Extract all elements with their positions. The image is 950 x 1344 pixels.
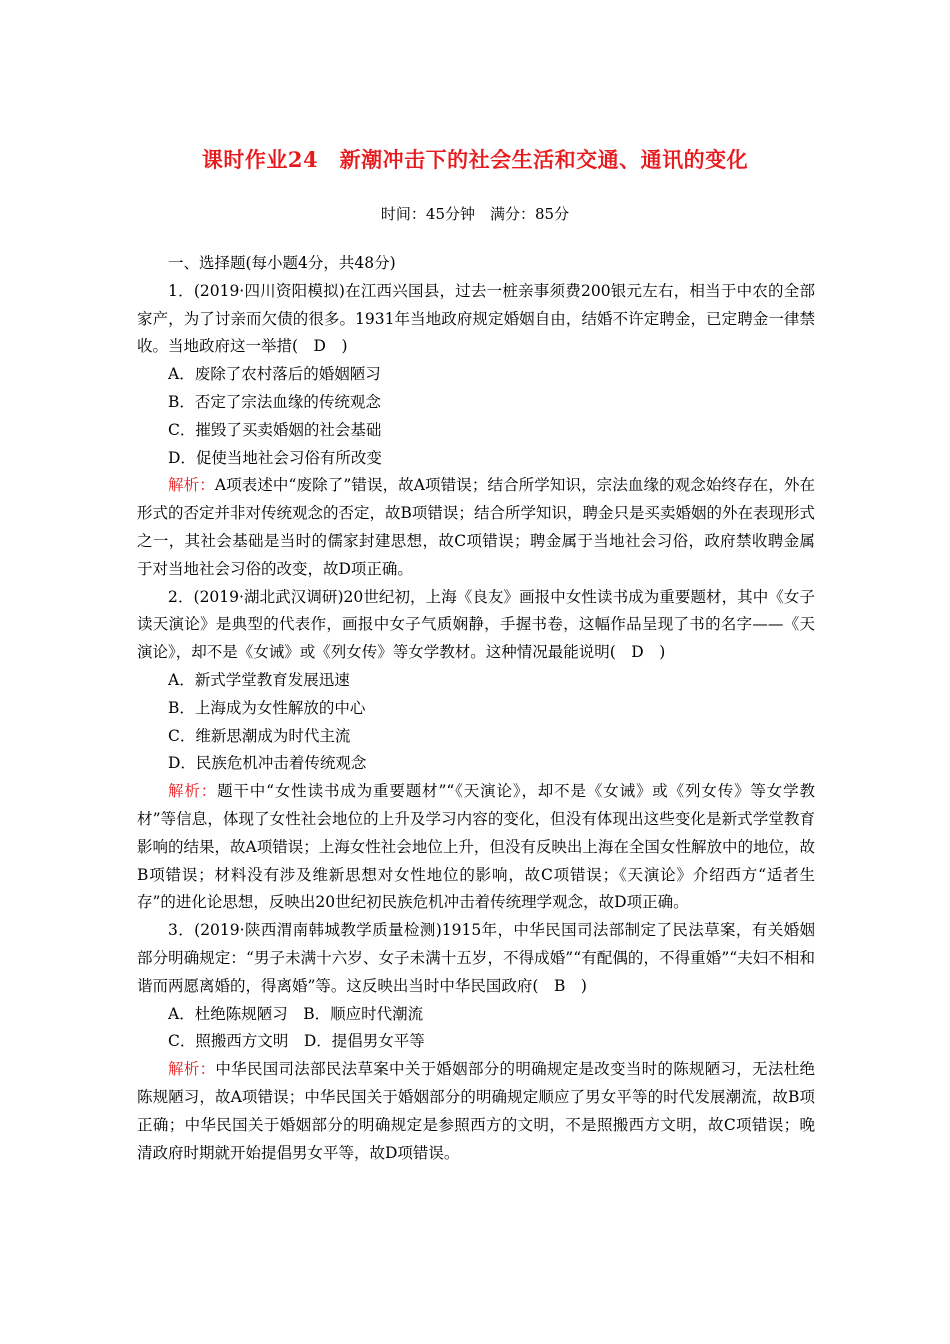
question-option: D．民族危机冲击着传统观念 — [168, 754, 367, 773]
explanation-text: 题干中“女性读书成为重要题材”“《天演论》，却不是《女诫》或《列女传》等女学教材”等信息，体现了女性社会地位的上升及学习内容的变化，但没有体现出这些变化是新式学堂教育影响的结果，故A项错误；上海女性社会地位上升，但没有反映出上海在全国女性解放中的地位，故B项错误；材料没有涉及维新思想对女性地位的影响，故C项错误；《天演论》介绍西方“适者生存”的进化论思想，反映出20世纪初民族危机冲击着传统理学观念，故D项正确。 — [137, 782, 815, 912]
question-option: A．新式学堂教育发展迅速 — [168, 670, 350, 689]
explanation-label: 解析： — [168, 782, 218, 801]
explanation-label: 解析： — [168, 1060, 216, 1079]
explanation-text: 中华民国司法部民法草案中关于婚姻部分的明确规定是改变当时的陈规陋习，无法杜绝陈规陋习，故A项错误；中华民国关于婚姻部分的明确规定顺应了男女平等的时代发展潮流，故B项正确；中华民国关于婚姻部分的明确规定是参照西方的文明，不是照搬西方文明，故C项错误；晚清政府时期就开始提倡男女平等，故D项错误。 — [137, 1060, 815, 1162]
question-option: A．杜绝陈规陋习 B．顺应时代潮流 — [168, 1004, 424, 1023]
page-title: 课时作业24 新潮冲击下的社会生活和交通、通讯的变化 — [201, 147, 749, 172]
question-option: B．上海成为女性解放的中心 — [168, 698, 366, 717]
explanation-label: 解析： — [168, 476, 215, 495]
question-stem: 3．(2019·陕西渭南韩城教学质量检测)1915年，中华民国司法部制定了民法草案，有关婚姻部分明确规定：“男子未满十六岁、女子未满十五岁，不得成婚”“有配偶的，不得重婚”“夫妇不相和谐而两愿离婚的，得离婚”等。这反映出当时中华民国政府( B ) — [137, 921, 815, 995]
document-body — [137, 250, 815, 1167]
section-heading: 一、选择题(每小题4分，共48分) — [168, 254, 396, 272]
question-stem: 1．(2019·四川资阳模拟)在江西兴国县，过去一桩亲事须费200银元左右，相当于中农的全部家产，为了讨亲而欠债的很多。1931年当地政府规定婚姻自由，结婚不许定聘金，已定聘金一律禁收。当地政府这一举措( D ) — [137, 281, 815, 356]
question-option: C．维新思潮成为时代主流 — [168, 726, 351, 745]
question-option: C．照搬西方文明 D．提倡男女平等 — [168, 1032, 425, 1051]
question-option: B．否定了宗法血缘的传统观念 — [168, 392, 381, 411]
explanation — [137, 1056, 815, 1167]
question-stem: 2．(2019·湖北武汉调研)20世纪初，上海《良友》画报中女性读书成为重要题材，其中《女子读天演论》是典型的代表作，画报中女子气质娴静，手握书卷，这幅作品呈现了书的名字——《天演论》，却不是《女诫》或《列女传》等女学教材。这种情况最能说明( D ) — [137, 587, 815, 662]
explanation — [137, 472, 815, 583]
question-option: D．促使当地社会习俗有所改变 — [168, 448, 382, 467]
explanation — [137, 778, 815, 917]
explanation-text: A项表述中“废除了”错误，故A项错误；结合所学知识，宗法血缘的观念始终存在，外在形式的否定并非对传统观念的否定，故B项错误；结合所学知识，聘金只是买卖婚姻的外在表现形式之一，其社会基础是当时的儒家封建思想，故C项错误；聘金属于当地社会习俗，政府禁收聘金属于对当地社会习俗的改变，故D项正确。 — [137, 476, 815, 578]
question-option: C．摧毁了买卖婚姻的社会基础 — [168, 420, 382, 439]
question-option: A．废除了农村落后的婚姻陋习 — [168, 365, 381, 384]
time-score-info: 时间：45分钟 满分：85分 — [380, 205, 570, 223]
